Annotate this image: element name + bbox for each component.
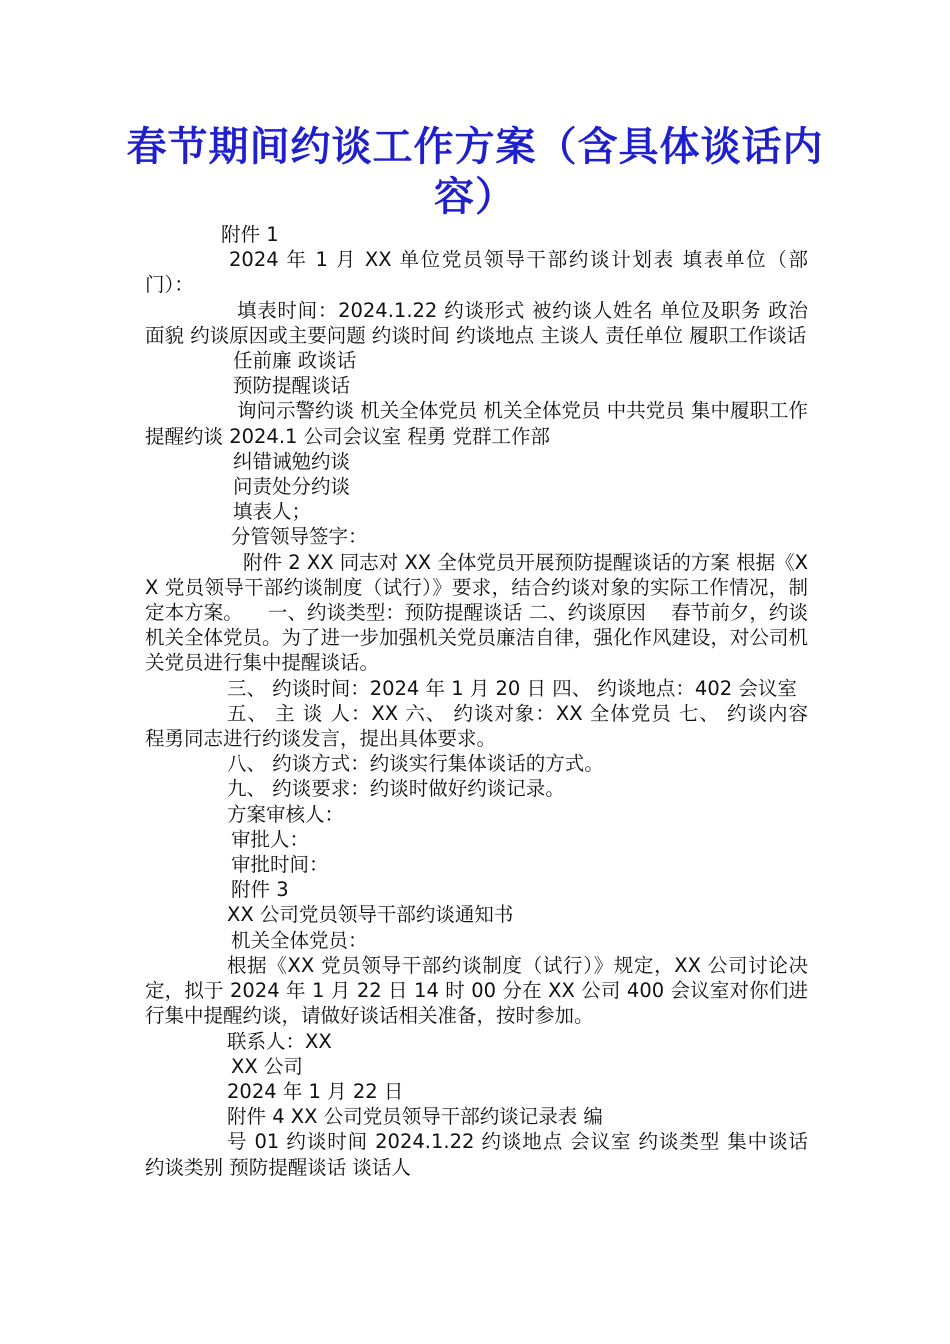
paragraph: 询问示警约谈 机关全体党员 机关全体党员 中共党员 集中履职工作提醒约谈 2024.1 公司会议室 程勇 党群工作部 — [145, 399, 808, 448]
paragraph: XX 公司党员领导干部约谈通知书 — [227, 903, 514, 927]
paragraph: 分管领导签字： — [231, 525, 368, 549]
paragraph: 三、 约谈时间：2024 年 1 月 20 日 四、 约谈地点：402 会议室 — [227, 676, 797, 700]
paragraph: 方案审核人： — [227, 802, 345, 826]
paragraph: 填表时间：2024.1.22 约谈形式 被约谈人姓名 单位及职务 政治面貌 约谈原因或主要问题 约谈时间 约谈地点 主谈人 责任单位 履职工作谈话 — [145, 298, 808, 347]
paragraph: 联系人：XX — [227, 1029, 332, 1053]
paragraph: 任前廉 政谈话 — [233, 349, 357, 373]
paragraph: 五、 主 谈 人：XX 六、 约谈对象：XX 全体党员 七、 约谈内容 程勇同志进行约谈发言，提出具体要求。 — [145, 701, 833, 751]
paragraph: 附件 3 — [231, 878, 289, 902]
paragraph: 机关全体党员： — [231, 928, 368, 952]
paragraph: 八、 约谈方式：约谈实行集体谈话的方式。 — [227, 752, 604, 776]
paragraph: 附件 4 XX 公司党员领导干部约谈记录表 编 — [227, 1105, 603, 1129]
paragraph: 附件 2 XX 同志对 XX 全体党员开展预防提醒谈话的方案 根据《XX 党员领导干部约谈制度（试行）》要求，结合约谈对象的实际工作情况，制定本方案。 一、约谈类型：预防提醒谈话 二、约谈原因 春节前夕，约谈机关全体党员。为了进一步加强机关党员廉洁自律，强化作风建设，对公司机关党员进行集中提醒谈话。 — [145, 550, 809, 675]
paragraph: 填表人； — [233, 500, 312, 524]
paragraph: 审批时间： — [231, 853, 329, 877]
paragraph: 问责处分约谈 — [233, 475, 351, 499]
paragraph: 根据《XX 党员领导干部约谈制度（试行）》规定，XX 公司讨论决定，拟于 2024 年 1 月 22 日 14 时 00 分在 XX 公司 400 会议室对你们进行集中提醒约谈，请做好谈话相关准备，按时参加。 — [145, 953, 808, 1028]
document-body — [145, 222, 833, 1180]
paragraph: XX 公司 — [231, 1054, 303, 1078]
paragraph: 审批人： — [231, 827, 310, 851]
paragraph: 2024 年 1 月 22 日 — [227, 1079, 404, 1103]
paragraph: 2024 年 1 月 XX 单位党员领导干部约谈计划表 填表单位（部门）： — [145, 248, 808, 297]
paragraph: 附件 1 — [221, 223, 279, 246]
paragraph: 预防提醒谈话 — [233, 374, 351, 398]
paragraph: 号 01 约谈时间 2024.1.22 约谈地点 会议室 约谈类型 集中谈话 约谈类别 预防提醒谈话 谈话人 — [145, 1130, 815, 1179]
document-title: 春节期间约谈工作方案（含具体谈话内容） — [126, 123, 824, 220]
paragraph: 纠错诫勉约谈 — [233, 449, 351, 473]
paragraph: 九、 约谈要求：约谈时做好约谈记录。 — [227, 777, 565, 801]
